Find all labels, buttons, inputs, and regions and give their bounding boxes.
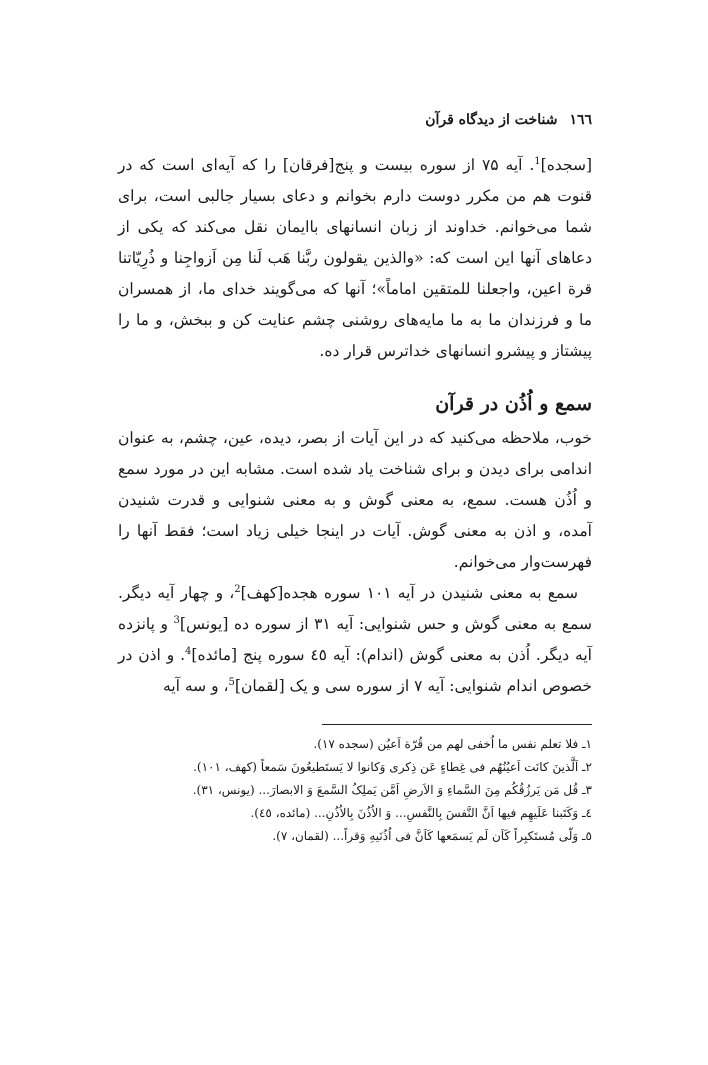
- footnote-ref-5: 5: [228, 676, 235, 688]
- text-segment: و پانزده آیه دیگر. اُذن به معنی گوش (اندام): آیه ٤٥ سوره پنج [مائده]: [118, 615, 592, 664]
- section-title: سمع و اُذُن در قرآن: [435, 393, 592, 415]
- page-number: ١٦٦: [569, 112, 592, 128]
- footnote-ref-1: 1: [534, 155, 541, 167]
- text-segment: . و اذن در خصوص اندام شنوایی: آیه ۷ از سوره سی و یک [لقمان]: [118, 646, 592, 695]
- footnote-2: ٢ـ اَلَّذینَ کانَت اَعیُنُهُم فی غِطاءٍ عَن ذِکری وَکانوا لا یَستَطیعُونَ سَمعاً (کهف، ١٠١).: [193, 760, 592, 774]
- text-segment: سمع به معنی شنیدن در آیه ۱۰۱ سوره هجده[کهف]: [240, 584, 578, 602]
- footnote-1: ١ـ فلا تعلم نفس ما اُخفی لهم من قُرّة اَعیُن (سجده ١٧).: [313, 737, 592, 751]
- text-segment: ، و چهار آیه دیگر. سمع به معنی گوش و حس شنوایی: آیه ۳۱ از سوره ده [یونس]: [118, 584, 592, 633]
- text-segment: . آیه ۷۵ از سوره بیست و پنج[فرقان] را که آیه‌ای است که در قنوت هم من مکرر دوست دارم بخوانم و دعای بسیار جالبی است، برای شما می‌خوانم. خداوند از زبان انسانهای باایمان نقل می‌کند که یکی از دعاهای آنها این است که: «والذین یقولون ربَّنا هَب لَنا مِن اَزواجِنا و ذُرِیّاتنا قرة اعین، واجعلنا للمتقین اماماً»؛ آنها که می‌گویند خدای ما، از همسران ما و فرزندان ما به ما مایه‌های روشنی چشم عنایت کن و ببخش، و ما را پیشتاز و پیشرو انسانهای خداترس قرار ده.: [118, 156, 592, 360]
- footnote-ref-2: 2: [234, 583, 241, 595]
- paragraph-3: [118, 578, 592, 702]
- footnote-ref-3: 3: [173, 614, 180, 626]
- footnote-5: ٥ـ وَلّی مُستَکبِراً کَاَن لَم یَسمَعها کَاَنَّ فی اُذُنَیهِ وَقراً... (لقمان، ٧).: [272, 829, 592, 843]
- footnote-divider: [322, 724, 592, 725]
- footnotes: [118, 733, 592, 848]
- paragraph-1: [118, 150, 592, 367]
- paragraph-2: خوب، ملاحظه می‌کنید که در این آیات از بصر، دیده، عین، چشم، به عنوان اندامی برای دیدن و برای شناخت یاد شده است. مشابه این در مورد سمع و اُذُن هست. سمع، به معنی گوش و به معنی شنوایی و قدرت شنیدن آمده، و اذن به معنی گوش. آیات در اینجا خیلی زیاد است؛ فقط آنها را فهرست‌وار می‌خوانم.: [118, 429, 592, 571]
- footnote-4: ٤ـ وَکَتَبنا عَلَیهِم فیها اَنَّ النَّفسَ بِالنَّفسِ... وَ الاُذُنَ بِالاُذُنِ... (مائده، ٤٥).: [250, 806, 592, 820]
- footnote-ref-4: 4: [185, 645, 192, 657]
- footnote-3: ٣ـ قُل مَن یَرزُقُکُم مِنَ السَّماءِ وَ الاَرضِ اَمَّن یَملِکُ السَّمعَ وَ الابصارَ... (یونس، ٣١).: [192, 783, 592, 797]
- text-segment: ، و سه آیه: [163, 677, 229, 695]
- running-header: [118, 112, 592, 136]
- text-segment: [سجده]: [540, 156, 592, 174]
- book-page: [118, 112, 592, 972]
- running-title: شناخت از دیدگاه قرآن: [425, 112, 558, 128]
